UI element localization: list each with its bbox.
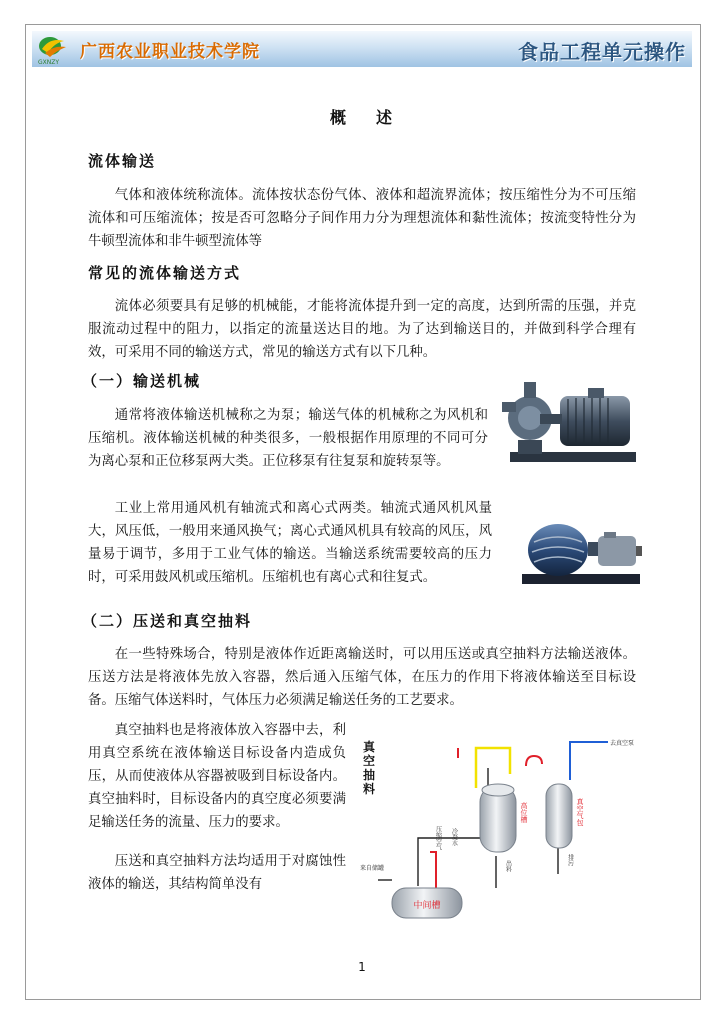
paragraph-fluid-definition: 气体和液体统称流体。流体按状态份气体、液体和超流界流体；按压缩性分为不可压缩流体和可压缩流体；按是否可忽略分子间作用力分为理想流体和黏性流体；按流变特性分为牛顿型流体和非牛顿型流体等 — [88, 188, 636, 249]
vacuum-suction-diagram — [358, 728, 658, 928]
vacuum-line — [570, 742, 608, 780]
school-logo-icon — [36, 33, 70, 65]
page-header — [32, 31, 692, 67]
centrifugal-blower-illustration — [518, 512, 646, 590]
paragraph-corrosive-liquids: 压送和真空抽料方法均适用于对腐蚀性液体的输送，其结构简单没有 — [88, 854, 346, 892]
paragraph-pressure-transport: 在一些特殊场合，特别是液体作近距离输送时，可以用压送或真空抽料方法输送液体。压送方法是将液体先放入容器，然后通入压缩气体，在压力的作用下将液体输送至目标设备。压缩气体送料时，气体压力必须满足输送任务的工艺要求。 — [88, 647, 636, 708]
section-heading-conveying-machinery: （一）输送机械 — [82, 372, 202, 390]
section-heading-pressure-vacuum: （二）压送和真空抽料 — [82, 612, 253, 630]
paragraph-transport-methods: 流体必须要具有足够的机械能，才能将流体提升到一定的高度，达到所需的压强，并克服流动过程中的阻力，以指定的流量送达目的地。为了达到输送目的，并做到科学合理有效，可采用不同的输送方式，常见的输送方式有以下几种。 — [88, 299, 636, 360]
course-title: 食品工程单元操作 — [518, 40, 686, 64]
paragraph-fans: 工业上常用通风机有轴流式和离心式两类。轴流式通风机风量大，风压低，一般用来通风换气；离心式通风机具有较高的风压，风量易于调节，多用于工业气体的输送。当输送系统需要较高的压力时，可采用鼓风机或压缩机。压缩机也有离心式和往复式。 — [88, 501, 492, 585]
svg-text:GXNZY: GXNZY — [38, 59, 60, 65]
paragraph-vacuum-suction: 真空抽料也是将液体放入容器中去，利用真空系统在液体输送目标设备内造成负压，从而使液体从容器被吸到目标设备内。真空抽料时，目标设备内的真空度必须要满足输送任务的流量、压力的要求。 — [88, 723, 346, 830]
svg-text:冷凝水: 冷凝水 — [450, 828, 458, 846]
paragraph-pumps: 通常将液体输送机械称之为泵；输送气体的机械称之为风机和压缩机。液体输送机械的种类很多，一般根据作用原理的不同可分为离心泵和正位移泵两大类。正位移泵有往复泵和旋转泵等。 — [88, 408, 488, 469]
page-number: 1 — [358, 960, 366, 974]
svg-text:排污: 排污 — [566, 854, 574, 866]
school-name: 广西农业职业技术学院 — [80, 42, 260, 62]
compressed-air-line — [476, 748, 510, 788]
section-heading-transport-methods: 常见的流体输送方式 — [88, 264, 242, 282]
svg-text:真空气包: 真空气包 — [576, 798, 584, 826]
svg-text:高位槽: 高位槽 — [520, 802, 528, 823]
centrifugal-pump-illustration — [496, 372, 646, 472]
svg-text:来自储罐: 来自储罐 — [360, 865, 385, 872]
svg-text:去真空泵: 去真空泵 — [610, 740, 635, 747]
svg-text:出料: 出料 — [504, 860, 512, 872]
page-title: 概述 — [329, 108, 422, 127]
section-heading-fluid-transport: 流体输送 — [88, 152, 157, 170]
svg-text:中间槽: 中间槽 — [413, 901, 441, 911]
vacuum-buffer-tank — [546, 784, 572, 848]
svg-text:压缩空气: 压缩空气 — [434, 826, 442, 850]
diagram-vertical-label: 真空抽料 — [363, 740, 376, 796]
